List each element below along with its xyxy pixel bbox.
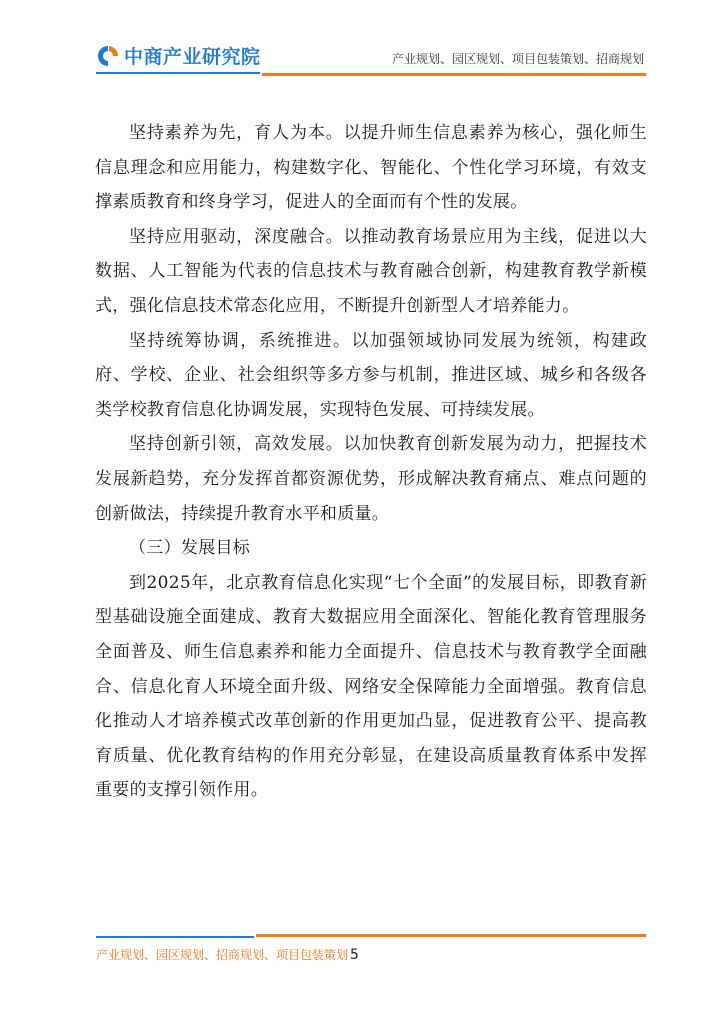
- section-heading-goals: （三）发展目标: [129, 538, 251, 559]
- document-body: [95, 116, 647, 808]
- paragraph-goals: 到2025年，北京教育信息化实现“七个全面”的发展目标，即教育新型基础设施全面建成、教育大数据应用全面深化、智能化教育管理服务全面普及、师生信息素养和能力全面提升、信息技术与教育教学全面融合、信息化育人环境全面升级、网络安全保障能力全面增强。教育信息化推动人才培养模式改革创新的作用更加凸显，促进教育公平、提高教育质量、优化教育结构的作用充分彰显，在建设高质量教育体系中发挥重要的支撑引领作用。: [95, 572, 647, 801]
- header-divider-orange: [262, 73, 646, 76]
- logo-text: 中商产业研究院: [124, 46, 261, 68]
- footer-divider-orange: [256, 934, 646, 937]
- paragraph-innovation: 坚持创新引领，高效发展。以加快教育创新发展为动力，把握技术发展新趋势，充分发挥首都资源优势，形成解决教育痛点、难点问题的创新做法，持续提升教育水平和质量。: [95, 434, 647, 524]
- page-footer: [96, 946, 359, 963]
- footer-divider-blue: [96, 936, 254, 938]
- footer-tagline: 产业规划、园区规划、招商规划、项目包装策划: [96, 948, 349, 962]
- paragraph-coordination: 坚持统筹协调，系统推进。以加强领域协同发展为统领，构建政府、学校、企业、社会组织等多方参与机制，推进区域、城乡和各级各类学校教育信息化协调发展，实现特色发展、可持续发展。: [95, 330, 647, 420]
- paragraph-application-driven: 坚持应用驱动，深度融合。以推动教育场景应用为主线，促进以大数据、人工智能为代表的信息技术与教育融合创新，构建教育教学新模式，强化信息技术常态化应用，不断提升创新型人才培养能力。: [95, 226, 647, 316]
- paragraph-literacy-first: 坚持素养为先，育人为本。以提升师生信息素养为核心，强化师生信息理念和应用能力，构建数字化、智能化、个性化学习环境，有效支撑素质教育和终身学习，促进人的全面而有个性的发展。: [95, 123, 647, 213]
- page-number: 5: [350, 947, 359, 963]
- company-logo: [96, 42, 261, 69]
- header-tagline: 产业规划、园区规划、项目包装策划、招商规划: [391, 52, 644, 66]
- logo-icon: [96, 44, 120, 68]
- page-header: [0, 0, 724, 90]
- header-divider-blue: [96, 72, 260, 74]
